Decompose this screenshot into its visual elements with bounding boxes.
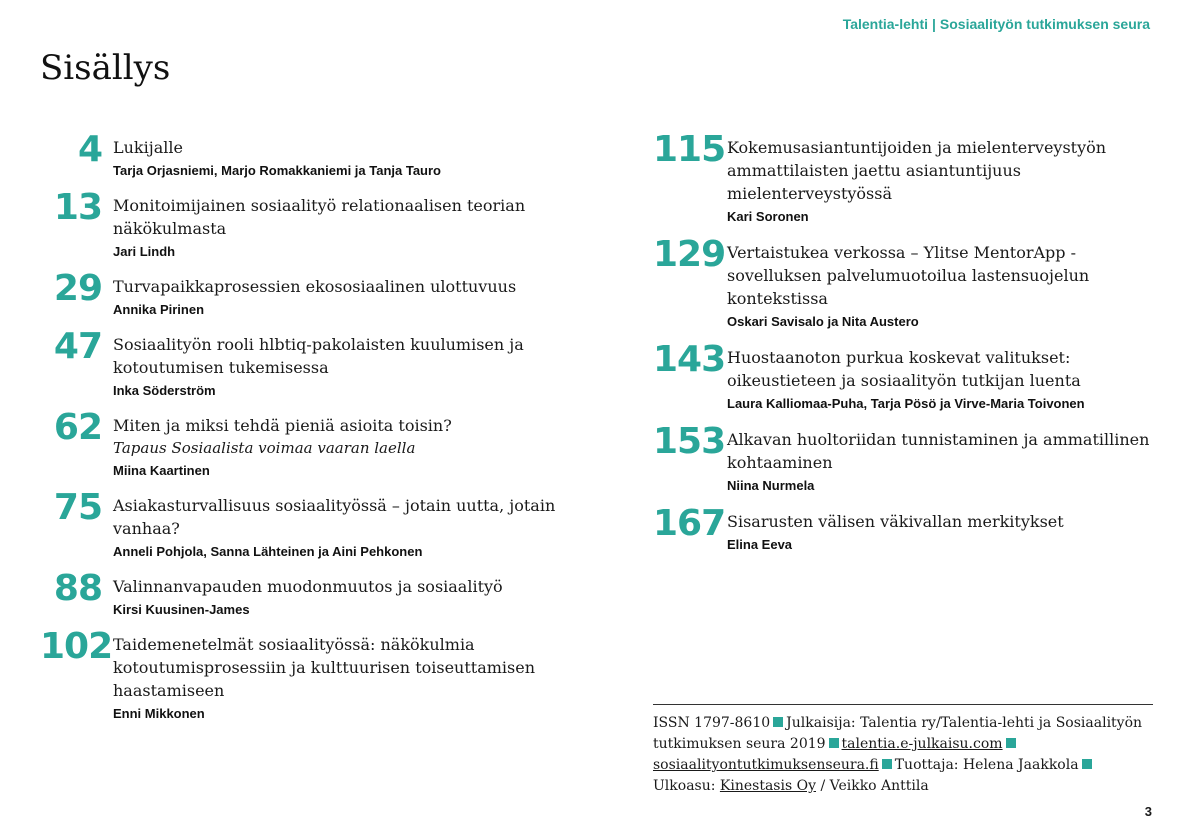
square-bullet-icon [1082, 759, 1092, 769]
toc-page-number: 13 [53, 187, 102, 228]
publication-name: Talentia-lehti [842, 16, 928, 32]
toc-page-number: 88 [53, 568, 102, 609]
kinestasis-link[interactable]: Kinestasis Oy [719, 778, 816, 794]
toc-title: Turvapaikkaprosessien ekososiaalinen ulottuvuus [113, 277, 517, 296]
seura-link[interactable]: sosiaalityontutkimuksenseura.fi [653, 757, 879, 773]
toc-page-number: 47 [53, 326, 102, 367]
toc-entry[interactable] [40, 407, 560, 480]
toc-page-number: 62 [53, 407, 102, 448]
toc-page-number: 102 [40, 626, 113, 667]
toc-left-column [40, 129, 560, 737]
toc-title: Valinnanvapauden muodonmuutos ja sosiaalityö [113, 577, 503, 596]
layout-label: Ulkoasu: [653, 778, 716, 794]
toc-entry[interactable] [653, 234, 1153, 331]
square-bullet-icon [829, 738, 839, 748]
toc-title: Monitoimijainen sosiaalityö relationaalisen teorian näkökulmasta [113, 196, 526, 238]
toc-page-number: 143 [653, 339, 726, 380]
toc-page-number: 167 [653, 503, 726, 544]
toc-author: Anneli Pohjola, Sanna Lähteinen ja Aini Pehkonen [113, 544, 423, 559]
toc-entry[interactable] [40, 568, 560, 619]
toc-entry[interactable] [40, 626, 560, 723]
toc-title: Kokemusasiantuntijoiden ja mielenterveystyön ammattilaisten jaettu asiantuntijuus mielenterveystyössä [727, 138, 1107, 203]
toc-entry[interactable] [653, 503, 1153, 554]
issn: ISSN 1797-8610 [653, 715, 771, 731]
toc-title: Vertaistukea verkossa – Ylitse MentorApp -sovelluksen palvelumuotoilua lastensuojelun kontekstissa [727, 243, 1090, 308]
page-number: 3 [1144, 804, 1152, 819]
layout-person: / Veikko Anttila [820, 778, 929, 794]
toc-author: Enni Mikkonen [113, 706, 205, 721]
publisher: Julkaisija: Talentia ry/Talentia-lehti ja Sosiaalityön tutkimuksen seura 2019 [653, 715, 1143, 752]
page-title: Sisällys [40, 48, 171, 88]
talentia-link[interactable]: talentia.e-julkaisu.com [841, 736, 1003, 752]
toc-author: Oskari Savisalo ja Nita Austero [727, 314, 919, 329]
toc-author: Kirsi Kuusinen-James [113, 602, 250, 617]
colophon [653, 704, 1153, 797]
toc-entry[interactable] [40, 487, 560, 561]
toc-author: Miina Kaartinen [113, 463, 210, 478]
toc-title: Lukijalle [113, 138, 183, 157]
toc-title: Sisarusten välisen väkivallan merkitykset [727, 512, 1064, 531]
producer: Tuottaja: Helena Jaakkola [894, 757, 1079, 773]
square-bullet-icon [773, 717, 783, 727]
toc-subtitle: Tapaus Sosiaalista voimaa vaaran laella [113, 439, 416, 457]
toc-page-number: 29 [53, 268, 102, 309]
toc-author: Annika Pirinen [113, 302, 205, 317]
toc-author: Niina Nurmela [727, 478, 815, 493]
toc-entry[interactable] [653, 129, 1153, 226]
toc-page-number: 4 [77, 129, 102, 170]
toc-entry[interactable] [40, 268, 560, 319]
toc-title: Asiakasturvallisuus sosiaalityössä – jotain uutta, jotain vanhaa? [113, 496, 556, 538]
toc-page-number: 129 [653, 234, 726, 275]
toc-entry[interactable] [40, 187, 560, 261]
toc-title: Taidemenetelmät sosiaalityössä: näkökulmia kotoutumisprosessiin ja kulttuurisen toiseuttamisen haastamiseen [113, 635, 536, 700]
toc-entry[interactable] [653, 339, 1153, 413]
toc-title: Sosiaalityön rooli hlbtiq-pakolaisten kuulumisen ja kotoutumisen tukemisessa [113, 335, 524, 377]
toc-author: Inka Söderström [113, 383, 216, 398]
toc-author: Kari Soronen [727, 209, 809, 224]
toc-page-number: 75 [53, 487, 102, 528]
toc-page-number: 153 [653, 421, 726, 462]
square-bullet-icon [1006, 738, 1016, 748]
running-header [843, 16, 1150, 32]
square-bullet-icon [882, 759, 892, 769]
toc-author: Laura Kalliomaa-Puha, Tarja Pösö ja Virve-Maria Toivonen [727, 396, 1085, 411]
toc-title: Miten ja miksi tehdä pieniä asioita toisin? [113, 416, 452, 435]
header-separator: | [932, 16, 936, 32]
toc-entry[interactable] [653, 421, 1153, 495]
toc-page-number: 115 [653, 129, 726, 170]
toc-author: Jari Lindh [113, 244, 176, 259]
toc-author: Elina Eeva [727, 537, 793, 552]
toc-entry[interactable] [40, 129, 560, 180]
toc-title: Alkavan huoltoriidan tunnistaminen ja ammatillinen kohtaaminen [727, 430, 1150, 472]
toc-title: Huostaanoton purkua koskevat valitukset: oikeustieteen ja sosiaalityön tutkijan luenta [727, 348, 1081, 390]
toc-entry[interactable] [40, 326, 560, 400]
toc-right-column [653, 129, 1153, 569]
society-name: Sosiaalityön tutkimuksen seura [939, 16, 1150, 32]
toc-author: Tarja Orjasniemi, Marjo Romakkaniemi ja Tanja Tauro [113, 163, 441, 178]
